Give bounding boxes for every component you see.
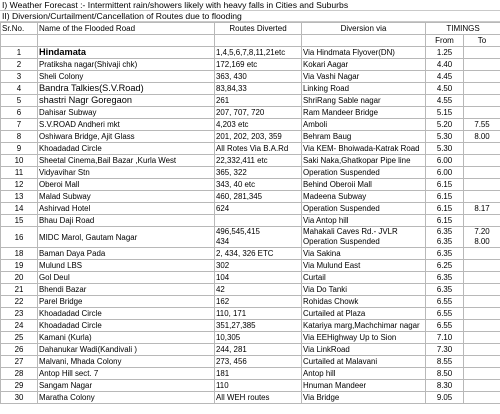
timing-from-cell: 4.40	[426, 59, 464, 71]
road-name-cell: Mulund LBS	[38, 260, 215, 272]
routes-diverted-cell: All Rotes Via B.A.Rd	[215, 143, 302, 155]
road-name-cell: S.V.ROAD Andheri mkt	[38, 119, 215, 131]
timing-from-cell: 7.30	[426, 344, 464, 356]
timing-to-cell-line: 8.00	[474, 237, 490, 246]
timing-to-cell	[464, 155, 500, 167]
table-row	[1, 332, 500, 344]
timing-to-cell	[464, 284, 500, 296]
timing-to-cell	[464, 392, 500, 404]
timing-to-cell	[464, 260, 500, 272]
road-name-cell: Baman Daya Pada	[38, 248, 215, 260]
header-from: From	[426, 35, 464, 47]
header-row-2	[1, 35, 500, 47]
sr-cell: 30	[1, 392, 38, 404]
table-row	[1, 368, 500, 380]
diversion-via-cell: Saki Naka,Ghatkopar Pipe line	[302, 155, 426, 167]
diversion-via-cell: Curtail	[302, 272, 426, 284]
routes-diverted-cell: 104	[215, 272, 302, 284]
routes-diverted-cell: 1,4,5,6,7,8,11,21etc	[215, 47, 302, 59]
table-row	[1, 47, 500, 59]
sr-cell: 27	[1, 356, 38, 368]
header-road: Name of the Flooded Road	[38, 23, 215, 35]
diversion-via-cell: Hnuman Mandeer	[302, 380, 426, 392]
header-blank	[215, 35, 302, 47]
timing-from-cell: 5.20	[426, 119, 464, 131]
road-name-cell: Gol Deul	[38, 272, 215, 284]
header-blank	[302, 35, 426, 47]
header-routes: Routes Diverted	[215, 23, 302, 35]
table-row	[1, 107, 500, 119]
diversion-via-cell: Via Hindmata Flyover(DN)	[302, 47, 426, 59]
sr-cell: 24	[1, 320, 38, 332]
diversion-via-cell: Antop hill	[302, 368, 426, 380]
timing-from-cell: 6.00	[426, 155, 464, 167]
diversion-via-cell: Behind Oberoii Mall	[302, 179, 426, 191]
timing-from-cell: 4.45	[426, 71, 464, 83]
road-name-cell: Malad Subway	[38, 191, 215, 203]
timing-from-cell: 8.50	[426, 368, 464, 380]
road-name-cell: Maratha Colony	[38, 392, 215, 404]
diversion-via-cell: Rohidas Chowk	[302, 296, 426, 308]
sr-cell: 2	[1, 59, 38, 71]
sr-cell: 26	[1, 344, 38, 356]
diversion-via-cell: Via Bridge	[302, 392, 426, 404]
table-row	[1, 284, 500, 296]
diversion-via-cell: Via Vashi Nagar	[302, 71, 426, 83]
road-name-cell: Dahanukar Wadi(Kandivali )	[38, 344, 215, 356]
table-row	[1, 260, 500, 272]
diversion-via-cell: Operation Suspended	[302, 167, 426, 179]
road-name-cell: Oshiwara Bridge, Ajit Glass	[38, 131, 215, 143]
table-row	[1, 155, 500, 167]
diversion-via-cell: Via KEM- Bhoiwada-Katrak Road	[302, 143, 426, 155]
timing-from-cell: 6.55	[426, 320, 464, 332]
routes-diverted-cell: 83,84,33	[215, 83, 302, 95]
routes-diverted-cell: 201, 202, 203, 359	[215, 131, 302, 143]
timing-to-cell	[464, 308, 500, 320]
sr-cell: 22	[1, 296, 38, 308]
timing-to-cell	[464, 344, 500, 356]
timing-from-cell: 6.35	[426, 248, 464, 260]
sr-cell: 13	[1, 191, 38, 203]
timing-from-cell: 6.55	[426, 308, 464, 320]
timing-from-cell	[426, 227, 464, 248]
timing-to-cell	[464, 71, 500, 83]
table-row	[1, 131, 500, 143]
timing-to-cell	[464, 356, 500, 368]
road-name-cell: Sangam Nagar	[38, 380, 215, 392]
diversion-via-cell: Katariya marg,Machchimar nagar	[302, 320, 426, 332]
table-row	[1, 320, 500, 332]
timing-from-cell: 8.30	[426, 380, 464, 392]
road-name-cell: Khoadadad Circle	[38, 143, 215, 155]
routes-diverted-cell: 2, 434, 326 ETC	[215, 248, 302, 260]
routes-diverted-cell: 343, 40 etc	[215, 179, 302, 191]
table-row	[1, 356, 500, 368]
road-name-cell: Dahisar Subway	[38, 107, 215, 119]
table-row	[1, 272, 500, 284]
timing-to-cell	[464, 368, 500, 380]
sr-cell: 9	[1, 143, 38, 155]
timing-from-cell: 6.15	[426, 215, 464, 227]
routes-diverted-cell-line: 496,545,415	[216, 227, 260, 236]
diversion-via-cell: Madeena Subway	[302, 191, 426, 203]
sr-cell: 16	[1, 227, 38, 248]
sr-cell: 10	[1, 155, 38, 167]
road-name-cell: Ashirvad Hotel	[38, 203, 215, 215]
timing-to-cell	[464, 47, 500, 59]
routes-diverted-cell: 42	[215, 284, 302, 296]
timing-from-cell: 6.00	[426, 167, 464, 179]
sr-cell: 14	[1, 203, 38, 215]
routes-diverted-cell: 22,332,411 etc	[215, 155, 302, 167]
header-row-1	[1, 23, 500, 35]
road-name-cell: Bhendi Bazar	[38, 284, 215, 296]
routes-diverted-cell: 110, 171	[215, 308, 302, 320]
routes-diverted-cell: 4,203 etc	[215, 119, 302, 131]
table-row	[1, 143, 500, 155]
table-row	[1, 179, 500, 191]
timing-to-cell	[464, 380, 500, 392]
sr-cell: 20	[1, 272, 38, 284]
sr-cell: 15	[1, 215, 38, 227]
timing-to-cell	[464, 320, 500, 332]
diversion-via-cell: Linking Road	[302, 83, 426, 95]
timing-from-cell: 4.50	[426, 83, 464, 95]
routes-diverted-cell: 10,305	[215, 332, 302, 344]
table-row	[1, 203, 500, 215]
table-row	[1, 191, 500, 203]
timing-from-cell: 6.35	[426, 272, 464, 284]
timing-to-cell	[464, 179, 500, 191]
diversion-via-cell: Via LinkRoad	[302, 344, 426, 356]
timing-to-cell: 7.55	[464, 119, 500, 131]
sr-cell: 21	[1, 284, 38, 296]
timing-to-cell	[464, 332, 500, 344]
timing-to-cell: 8.17	[464, 203, 500, 215]
sr-cell: 8	[1, 131, 38, 143]
timing-from-cell: 5.15	[426, 107, 464, 119]
timing-to-cell-line: 7.20	[474, 227, 490, 236]
diversion-via-cell-line: Mahakali Caves Rd.- JVLR	[303, 227, 398, 236]
routes-diverted-cell: 365, 322	[215, 167, 302, 179]
timing-to-cell	[464, 191, 500, 203]
table-row	[1, 119, 500, 131]
timing-from-cell: 6.25	[426, 260, 464, 272]
timing-from-cell: 7.10	[426, 332, 464, 344]
routes-diverted-cell: All WEH routes	[215, 392, 302, 404]
routes-diverted-cell: 244, 281	[215, 344, 302, 356]
road-name-cell: Sheli Colony	[38, 71, 215, 83]
header-blank	[38, 35, 215, 47]
diversion-via-cell: Kokari Aagar	[302, 59, 426, 71]
timing-to-cell: 8.00	[464, 131, 500, 143]
sr-cell: 5	[1, 95, 38, 107]
sr-cell: 11	[1, 167, 38, 179]
timing-from-cell: 4.55	[426, 95, 464, 107]
routes-diverted-cell: 273, 456	[215, 356, 302, 368]
diversion-via-cell: Behram Baug	[302, 131, 426, 143]
timing-from-cell: 6.15	[426, 203, 464, 215]
timing-from-cell: 5.30	[426, 143, 464, 155]
road-name-cell: Kamani (Kurla)	[38, 332, 215, 344]
timing-from-cell: 9.05	[426, 392, 464, 404]
diversion-via-cell: Via Antop hill	[302, 215, 426, 227]
table-row	[1, 344, 500, 356]
sr-cell: 25	[1, 332, 38, 344]
road-name-cell: Oberoi Mall	[38, 179, 215, 191]
sr-cell: 4	[1, 83, 38, 95]
timing-from-cell: 6.15	[426, 179, 464, 191]
road-name-cell: Bhau Daji Road	[38, 215, 215, 227]
diversion-via-cell: Via Mulund East	[302, 260, 426, 272]
road-name-cell: Malvani, Mhada Colony	[38, 356, 215, 368]
diversion-via-cell: Via Do Tanki	[302, 284, 426, 296]
table-row	[1, 95, 500, 107]
table-row	[1, 83, 500, 95]
table-row	[1, 248, 500, 260]
sr-cell: 23	[1, 308, 38, 320]
timing-to-cell	[464, 167, 500, 179]
table-row	[1, 296, 500, 308]
sr-cell: 19	[1, 260, 38, 272]
sr-cell: 28	[1, 368, 38, 380]
sr-cell: 6	[1, 107, 38, 119]
header-timings: TIMINGS	[426, 23, 500, 35]
timing-from-cell: 6.35	[426, 284, 464, 296]
sr-cell: 12	[1, 179, 38, 191]
header-via: Diversion via	[302, 23, 426, 35]
timing-to-cell	[464, 83, 500, 95]
routes-diverted-cell: 624	[215, 203, 302, 215]
timing-to-cell	[464, 272, 500, 284]
routes-diverted-cell-line: 434	[216, 237, 230, 246]
timing-to-cell	[464, 107, 500, 119]
road-name-cell: Bandra Talkies(S.V.Road)	[38, 83, 215, 95]
diversion-via-cell: Ram Mandeer Bridge	[302, 107, 426, 119]
sr-cell: 3	[1, 71, 38, 83]
road-name-cell: Hindamata	[38, 47, 215, 59]
timing-from-cell: 6.15	[426, 191, 464, 203]
table-row	[1, 215, 500, 227]
routes-diverted-cell: 172,169 etc	[215, 59, 302, 71]
road-name-cell: Vidyavihar Stn	[38, 167, 215, 179]
timing-from-cell-line: 6.35	[436, 237, 453, 246]
timing-from-cell-line: 6.35	[436, 227, 453, 236]
weather-forecast-line: I) Weather Forecast :- Intermittent rain/showers likely with heavy falls in Cities and Suburbs	[0, 0, 500, 11]
routes-diverted-cell: 261	[215, 95, 302, 107]
table-row	[1, 380, 500, 392]
routes-diverted-cell	[215, 227, 302, 248]
timing-from-cell: 6.55	[426, 296, 464, 308]
routes-diverted-cell: 351,27,385	[215, 320, 302, 332]
diversion-via-cell-line: Operation Suspended	[303, 237, 380, 246]
routes-diverted-cell: 207, 707, 720	[215, 107, 302, 119]
sr-cell: 18	[1, 248, 38, 260]
header-blank	[1, 35, 38, 47]
diversion-table	[0, 22, 500, 404]
road-name-cell: Khoadadad Circle	[38, 320, 215, 332]
sr-cell: 7	[1, 119, 38, 131]
diversion-via-cell: Amboli	[302, 119, 426, 131]
table-row	[1, 227, 500, 248]
timing-to-cell	[464, 59, 500, 71]
sr-cell: 1	[1, 47, 38, 59]
header-to: To	[464, 35, 500, 47]
road-name-cell: Sheetal Cinema,Bail Bazar ,Kurla West	[38, 155, 215, 167]
timing-to-cell	[464, 215, 500, 227]
table-row	[1, 71, 500, 83]
road-name-cell: Pratiksha nagar(Shivaji chk)	[38, 59, 215, 71]
road-name-cell: Khoadadad Circle	[38, 308, 215, 320]
diversion-via-cell: Curtailed at Malavani	[302, 356, 426, 368]
table-row	[1, 59, 500, 71]
table-row	[1, 167, 500, 179]
table-row	[1, 308, 500, 320]
routes-diverted-cell: 181	[215, 368, 302, 380]
routes-diverted-cell: 162	[215, 296, 302, 308]
timing-from-cell: 1.25	[426, 47, 464, 59]
diversion-via-cell: Via Sakina	[302, 248, 426, 260]
timing-to-cell	[464, 227, 500, 248]
timing-to-cell	[464, 296, 500, 308]
diversion-via-cell	[302, 227, 426, 248]
road-name-cell: Antop Hill sect. 7	[38, 368, 215, 380]
table-row	[1, 392, 500, 404]
timing-from-cell: 8.55	[426, 356, 464, 368]
sr-cell: 29	[1, 380, 38, 392]
timing-to-cell	[464, 143, 500, 155]
diversion-via-cell: ShriRang Sable nagar	[302, 95, 426, 107]
timing-to-cell	[464, 248, 500, 260]
header-sr: Sr.No.	[1, 23, 38, 35]
routes-diverted-cell: 110	[215, 380, 302, 392]
road-name-cell: Parel Bridge	[38, 296, 215, 308]
diversion-via-cell: Operation Suspended	[302, 203, 426, 215]
diversion-heading-line: II) Diversion/Curtailment/Cancellation of Routes due to flooding	[0, 11, 500, 22]
timing-from-cell: 5.30	[426, 131, 464, 143]
routes-diverted-cell: 460, 281,345	[215, 191, 302, 203]
road-name-cell: shastri Nagr Goregaon	[38, 95, 215, 107]
routes-diverted-cell: 302	[215, 260, 302, 272]
routes-diverted-cell: 363, 430	[215, 71, 302, 83]
diversion-via-cell: Via EEHighway Up to Sion	[302, 332, 426, 344]
routes-diverted-cell	[215, 215, 302, 227]
timing-to-cell	[464, 95, 500, 107]
road-name-cell: MIDC Marol, Gautam Nagar	[38, 227, 215, 248]
diversion-via-cell: Curtailed at Plaza	[302, 308, 426, 320]
